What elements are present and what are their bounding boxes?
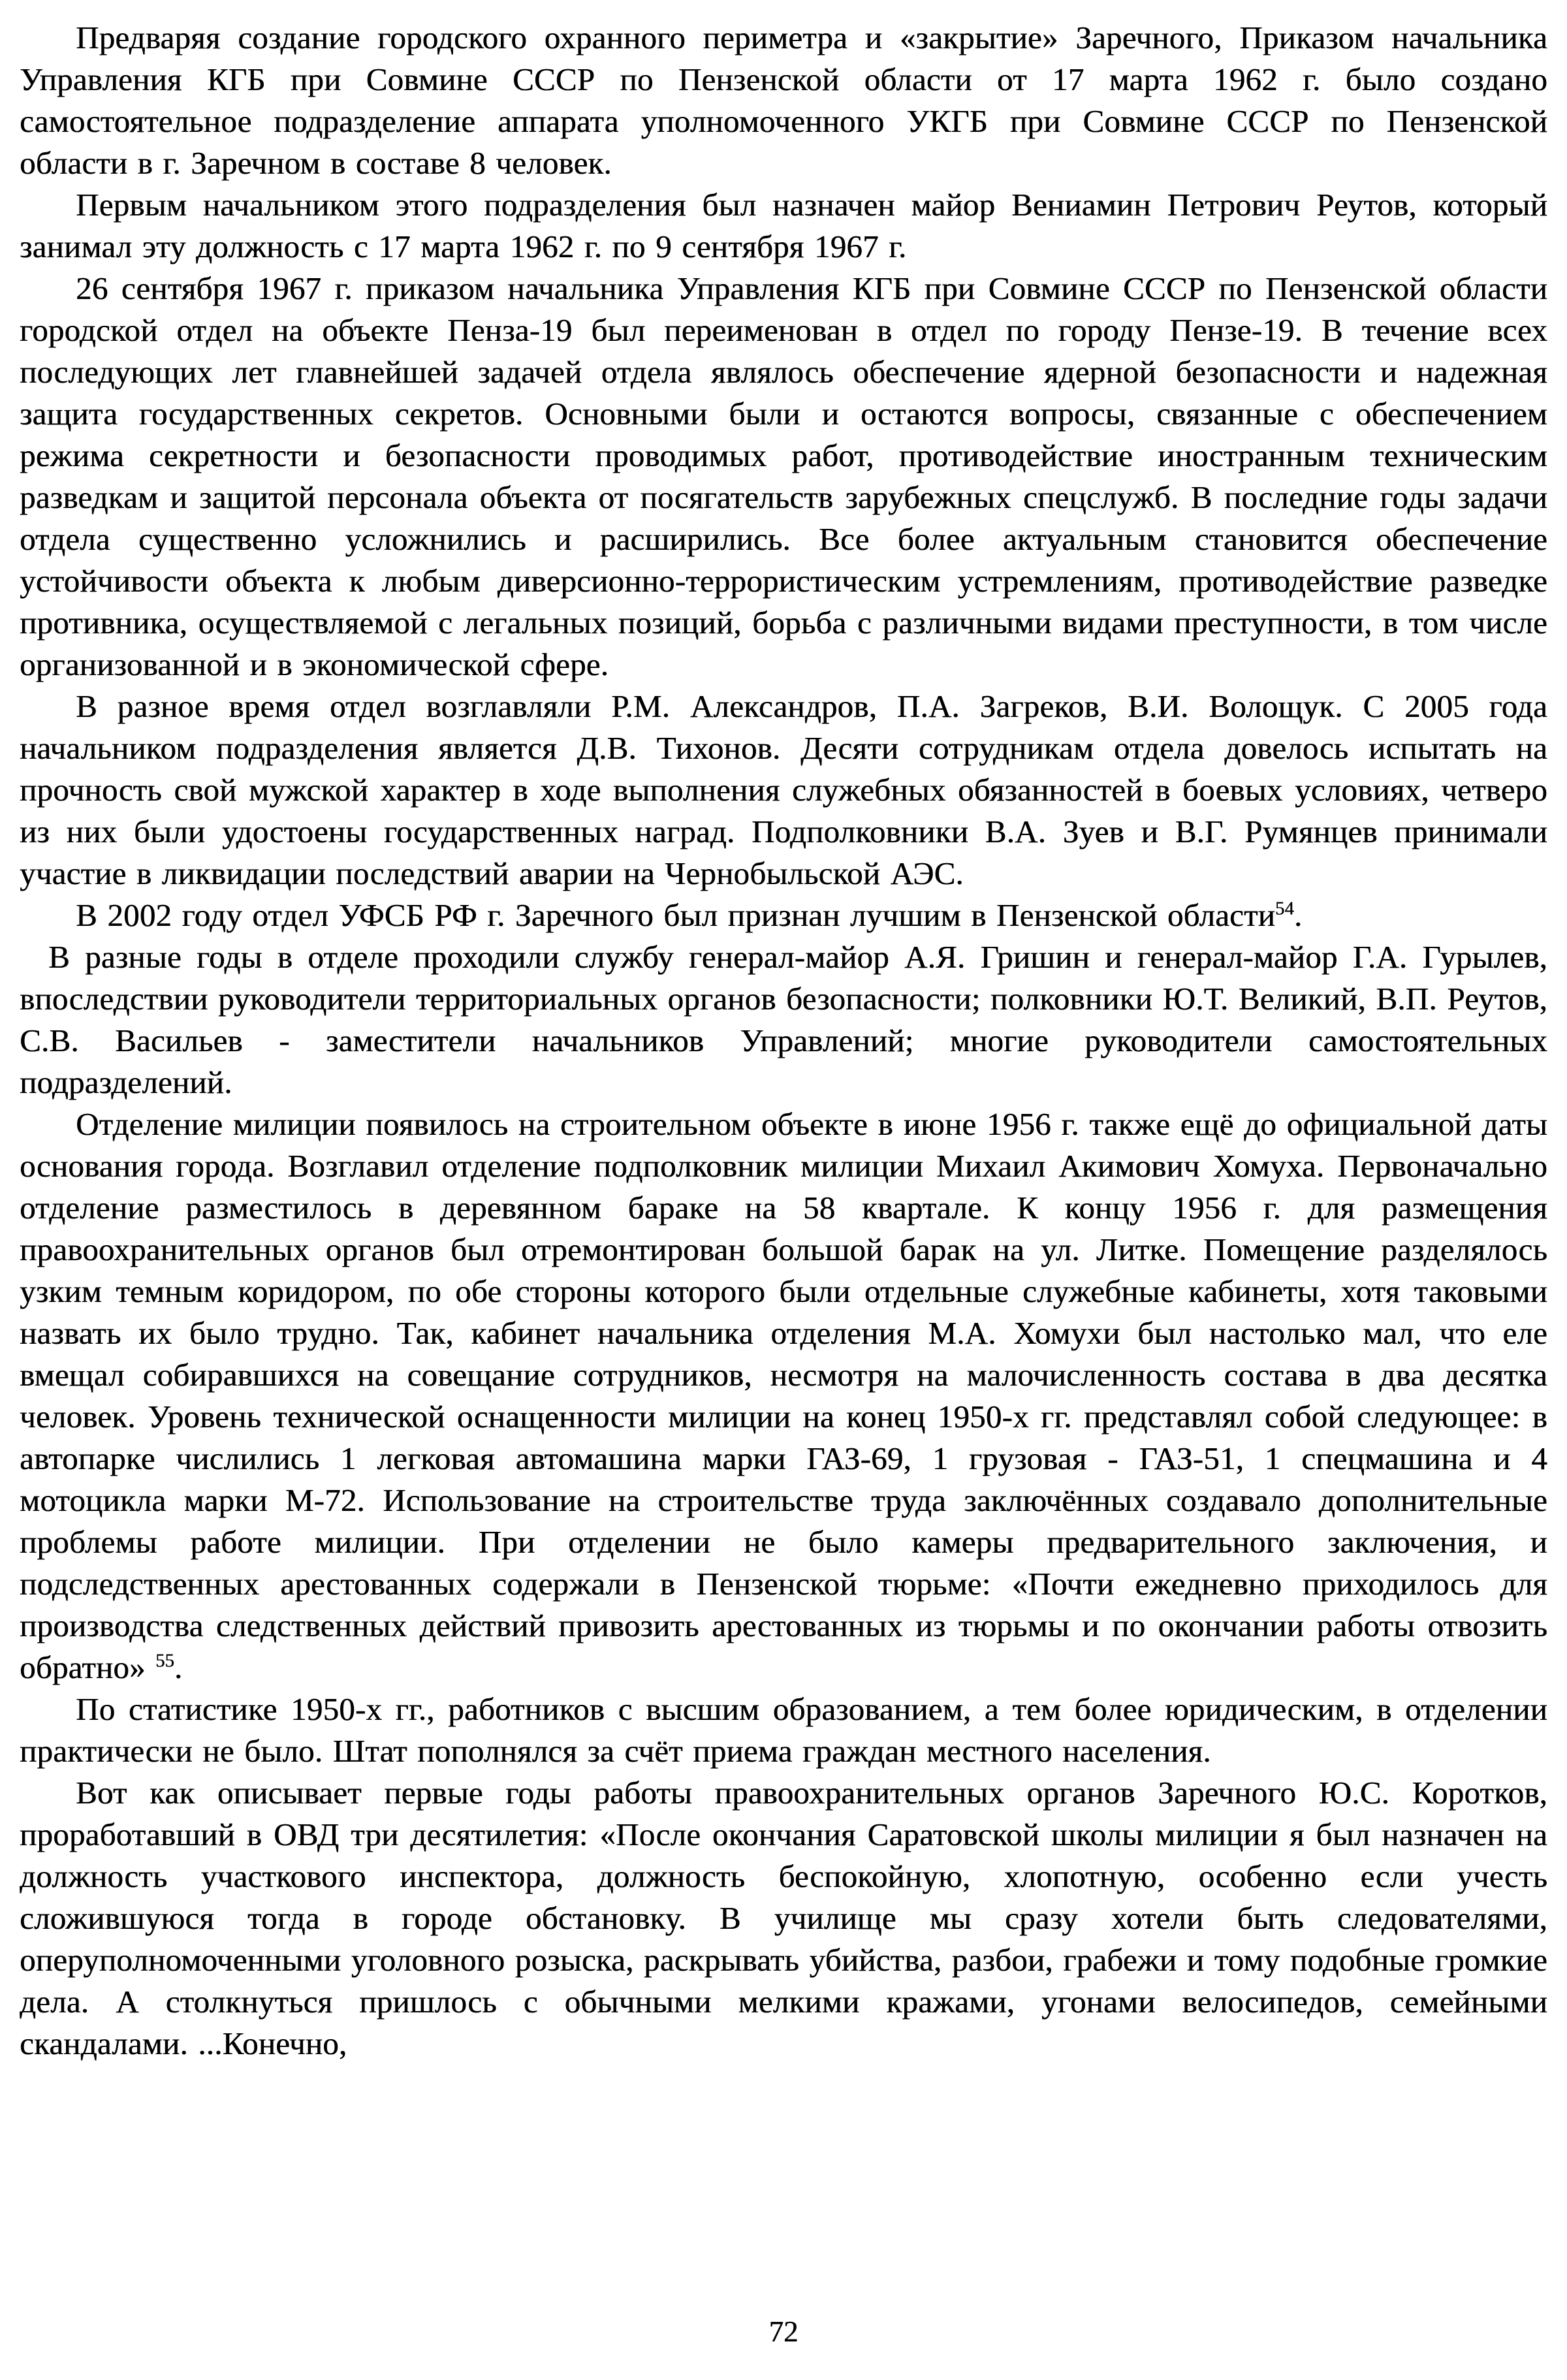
paragraph-text: В 2002 году отдел УФСБ РФ г. Заречного был признан лучшим в Пензенской области — [76, 897, 1276, 933]
page-number: 72 — [768, 2315, 799, 2348]
paragraph-text: . — [1293, 897, 1303, 933]
paragraph-militia — [20, 1103, 1547, 1689]
paragraph-ufsb-award — [20, 895, 1547, 936]
footnote-ref-55: 55 — [155, 1651, 174, 1672]
paragraph-department-heads: В разное время отдел возглавляли Р.М. Александров, П.А. Загреков, В.И. Волощук. С 2005 года начальником подразделения является Д.В. Тихонов. Десяти сотрудникам отдела довелось испытать на прочность свой мужской характер в ходе выполнения служебных обязанностей в боевых условиях, четверо из них были удостоены государственных наград. Подполковники В.А. Зуев и В.Г. Румянцев принимали участие в ликвидации последствий аварии на Чернобыльской АЭС. — [20, 688, 1547, 891]
paragraph-staff-statistics: По статистике 1950-х гг., работников с высшим образованием, а тем более юридическим, в отделении практически не было. Штат пополнялся за счёт приема граждан местного населения. — [20, 1691, 1547, 1769]
paragraph-department-history: 26 сентября 1967 г. приказом начальника Управления КГБ при Совмине СССР по Пензенской области городской отдел на объекте Пенза-19 был переименован в отдел по городу Пензе-19. В течение всех последующих лет главнейшей задачей отдела являлось обеспечение ядерной безопасности и надежная защита государственных секретов. Основными были и остаются вопросы, связанные с обеспечением режима секретности и безопасности проводимых работ, противодействие иностранным техническим разведкам и защитой персонала объекта от посягательств зарубежных спецслужб. В последние годы задачи отдела существенно усложнились и расширились. Все более актуальным становится обеспечение устойчивости объекта к любым диверсионно-террористическим устремлениям, противодействие разведке противника, осуществляемой с легальных позиций, борьба с различными видами преступности, в том числе организованной и в экономической сфере. — [20, 270, 1547, 682]
paragraph-text: . — [174, 1649, 183, 1685]
paragraph-text: Отделение милиции появилось на строительном объекте в июне 1956 г. также ещё до официальной даты основания города. Возглавил отделение подполковник милиции Михаил Акимович Хомуха. Первоначально отделение разместилось в деревянном бараке на 58 квартале. К концу 1956 г. для размещения правоохранительных органов был отремонтирован большой барак на ул. Литке. Помещение разделялось узким темным коридором, по обе стороны которого были отдельные служебные кабинеты, хотя таковыми назвать их было трудно. Так, кабинет начальника отделения М.А. Хомухи был настолько мал, что еле вмещал собиравшихся на совещание сотрудников, несмотря на малочисленность состава в два десятка человек. Уровень технической оснащенности милиции на конец 1950-х гг. представлял собой следующее: в автопарке числились 1 легковая автомашина марки ГАЗ-69, 1 грузовая - ГАЗ-51, 1 спецмашина и 4 мотоцикла марки М-72. Использование на строительстве труда заключённых создавало дополнительные проблемы работе милиции. При отделении не было камеры предварительного заключения, и подследственных арестованных содержали в Пензенской тюрьме: «Почти ежедневно приходилось для производства следственных действий привозить арестованных из тюрьмы и по окончании работы отвозить обратно» — [20, 1106, 1547, 1685]
paragraph-first-chief: Первым начальником этого подразделения был назначен майор Вениамин Петрович Реутов, который занимал эту должность с 17 марта 1962 г. по 9 сентября 1967 г. — [20, 187, 1547, 264]
paragraph-kgb-creation: Предваряя создание городского охранного периметра и «закрытие» Заречного, Приказом начальника Управления КГБ при Совмине СССР по Пензенской области от 17 марта 1962 г. было создано самостоятельное подразделение аппарата уполномоченного УКГБ при Совмине СССР по Пензенской области в г. Заречном в составе 8 человек. — [20, 20, 1547, 181]
footnote-ref-54: 54 — [1275, 898, 1294, 919]
paragraph-generals: В разные годы в отделе проходили службу генерал-майор А.Я. Гришин и генерал-майор Г.А. Гурылев, впоследствии руководители территориальных органов безопасности; полковники Ю.Т. Великий, В.П. Реутов, С.В. Васильев - заместители начальников Управлений; многие руководители самостоятельных подразделений. — [20, 939, 1547, 1100]
paragraph-korotkov-memoir: Вот как описывает первые годы работы правоохранительных органов Заречного Ю.С. Коротков, проработавший в ОВД три десятилетия: «После окончания Саратовской школы милиции я был назначен на должность участкового инспектора, должность беспокойную, хлопотную, особенно если учесть сложившуюся тогда в городе обстановку. В училище мы сразу хотели быть следователями, оперуполномоченными уголовного розыска, раскрывать убийства, разбои, грабежи и тому подобные громкие дела. А столкнуться пришлось с обычными мелкими кражами, угонами велосипедов, семейными скандалами. ...Конечно, — [20, 1775, 1547, 2061]
page-text — [20, 17, 1547, 2065]
